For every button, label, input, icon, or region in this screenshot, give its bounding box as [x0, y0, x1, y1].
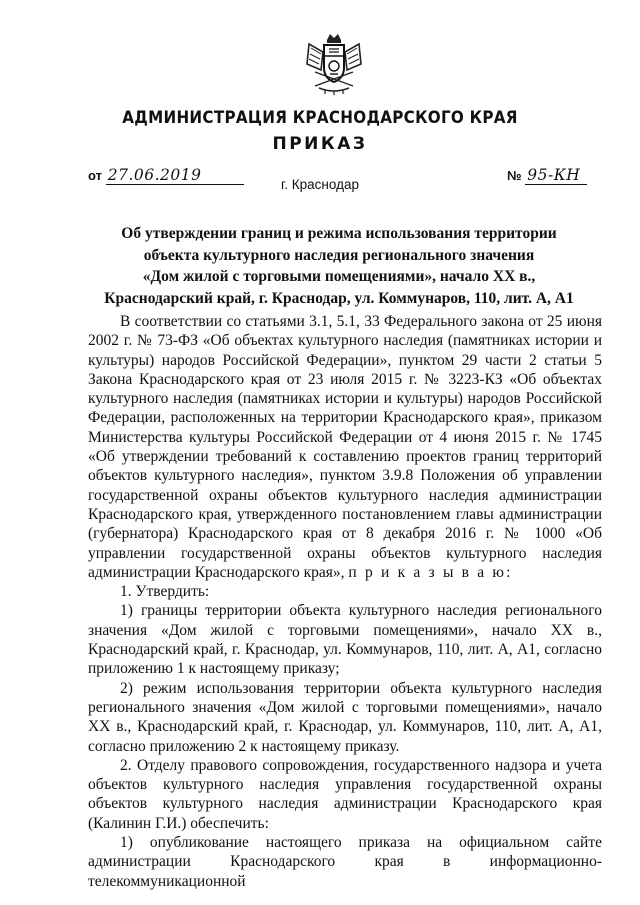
number-label: № [507, 168, 522, 183]
body-paragraph: 1. Утвердить: [120, 583, 210, 601]
title-line: объекта культурного наследия регионального значения [143, 246, 535, 264]
number-value: 95-КН [525, 166, 587, 185]
preamble-text: В соответствии со статьями 3.1, 5.1, 33 Федерального закона от 25 июня 2002 г. № 73-ФЗ «Об объектах культурного наследия (памятниках истории и культуры) народов Российской Федерации», пунктом 29 части 2 статьи 5 Закона Краснодарского края от 23 июля 2015 г. № 3223-КЗ «Об объектах культурного наследия (памятниках истории и культуры) народов Российской Федерации, расположенных на территории Краснодарского края», приказом Министерства культуры Российской Федерации от 4 июня 2015 г. № 1745 «Об утверждении требований к составлению проектов границ территорий объектов культурного наследия», пунктом 3.9.8 Положения об управлении государственной охраны объектов культурного наследия администрации Краснодарского края, утвержденного постановлением главы администрации (губернатора) Краснодарского края от 8 декабря 2016 г. № 1000 «Об управлении государственной охраны объектов культурного наследия администрации Краснодарского края», [88, 313, 602, 581]
body-paragraph: 1) границы территории объекта культурного наследия регионального значения «Дом жилой с торговыми помещениями», начало XX в., Краснодарский край, г. Краснодар, ул. Коммунаров, 110, лит. А, А1, согласно приложению 1 к настоящему приказу; [88, 602, 602, 678]
organization-name: АДМИНИСТРАЦИЯ КРАСНОДАРСКОГО КРАЯ [122, 108, 518, 127]
city: г. Краснодар [281, 177, 359, 192]
body-paragraph: 1) опубликование настоящего приказа на официальном сайте администрации Краснодарского края в информационно-телекоммуникационной [88, 834, 602, 890]
document-body [88, 312, 602, 891]
document-title [88, 223, 590, 309]
coat-of-arms-icon [297, 30, 371, 96]
date-value: 27.06.2019 [106, 166, 244, 185]
date-label: от [88, 168, 102, 183]
body-paragraph: 2. Отделу правового сопровождения, государственного надзора и учета объектов культурного наследия управления государственной охраны объектов культурного наследия администрации Краснодарского края (Калинин Г.И.) обеспечить: [88, 756, 602, 832]
body-paragraph: 2) режим использования территории объекта культурного наследия регионального значения «Дом жилой с торговыми помещениями», начало XX в., Краснодарский край, г. Краснодар, ул. Коммунаров, 110, лит. А, А1, согласно приложению 2 к настоящему приказу. [88, 679, 602, 755]
body-paragraph [88, 312, 602, 582]
document-type: ПРИКАЗ [272, 134, 368, 154]
title-line: Об утверждении границ и режима использования территории [121, 225, 557, 242]
title-line: Краснодарский край, г. Краснодар, ул. Коммунаров, 110, лит. А, А1 [104, 289, 574, 307]
title-line: «Дом жилой с торговыми помещениями», начало XX в., [142, 268, 536, 285]
order-phrase: п р и к а з ы в а ю: [348, 563, 513, 581]
